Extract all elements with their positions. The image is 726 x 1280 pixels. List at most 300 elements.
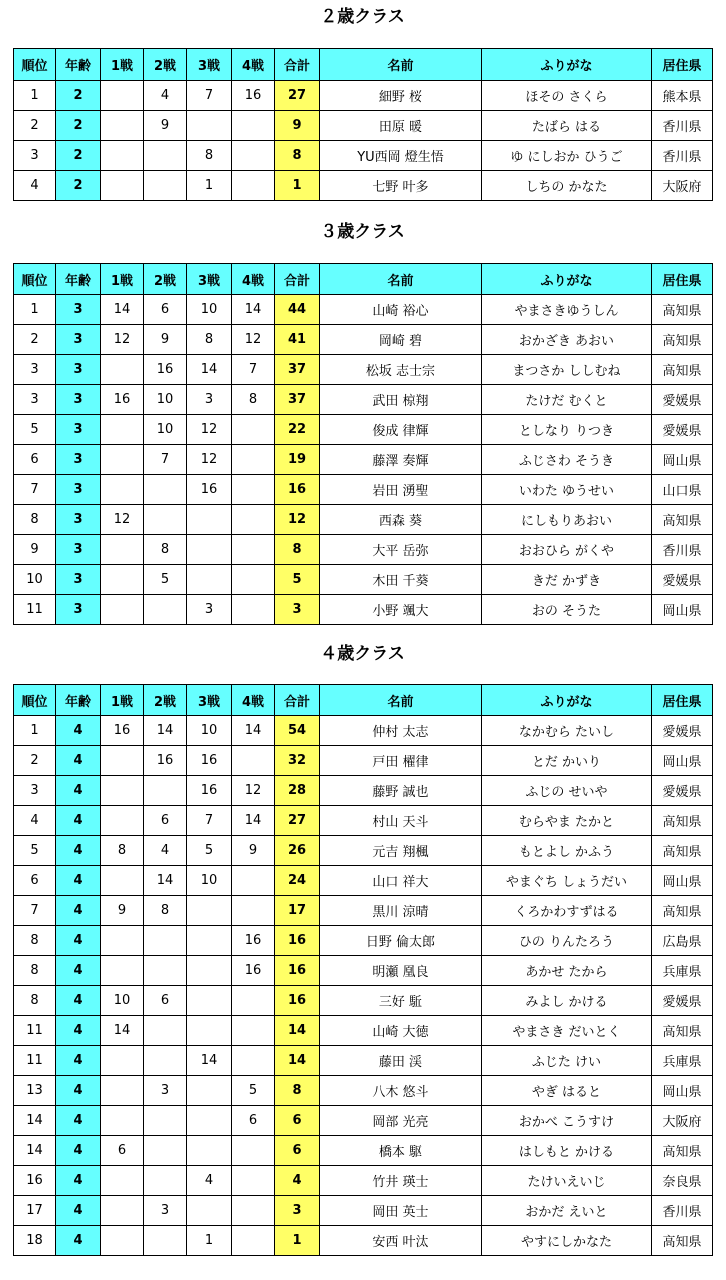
race1-cell	[101, 595, 144, 625]
age-cell: 4	[56, 926, 101, 956]
column-header: 年齢	[56, 49, 101, 81]
race2-cell	[144, 1166, 187, 1196]
furigana-cell: しちの かなた	[482, 171, 652, 201]
race1-cell	[101, 445, 144, 475]
class-title: ３歳クラス	[320, 222, 405, 242]
table-row	[14, 325, 713, 355]
total-cell: 4	[275, 1166, 320, 1196]
race1-cell	[101, 565, 144, 595]
rank-cell: 5	[14, 415, 56, 445]
race1-cell	[101, 776, 144, 806]
table-row	[14, 716, 713, 746]
column-header: 順位	[14, 264, 56, 295]
table-row	[14, 746, 713, 776]
total-cell: 6	[275, 1106, 320, 1136]
column-header: 3戦	[187, 685, 232, 716]
race4-cell: 7	[232, 355, 275, 385]
age-cell: 4	[56, 776, 101, 806]
name-cell: 木田 千葵	[320, 565, 482, 595]
race3-cell: 10	[187, 716, 232, 746]
furigana-cell: やまぐち しょうだい	[482, 866, 652, 896]
rank-cell: 11	[14, 595, 56, 625]
furigana-cell: くろかわすずはる	[482, 896, 652, 926]
name-cell: 明瀬 凰良	[320, 956, 482, 986]
race1-cell	[101, 926, 144, 956]
race1-cell	[101, 535, 144, 565]
race1-cell: 9	[101, 896, 144, 926]
rank-cell: 16	[14, 1166, 56, 1196]
age-cell: 2	[56, 141, 101, 171]
column-header: ふりがな	[482, 264, 652, 295]
age-cell: 4	[56, 1046, 101, 1076]
name-cell: 元吉 翔楓	[320, 836, 482, 866]
table-row	[14, 1046, 713, 1076]
rank-cell: 3	[14, 355, 56, 385]
rank-cell: 2	[14, 111, 56, 141]
race1-cell	[101, 1076, 144, 1106]
name-cell: 西森 葵	[320, 505, 482, 535]
ranking-table	[13, 684, 713, 1256]
age-cell: 3	[56, 415, 101, 445]
total-cell: 17	[275, 896, 320, 926]
rank-cell: 3	[14, 385, 56, 415]
prefecture-cell: 高知県	[652, 505, 713, 535]
name-cell: 安西 叶汰	[320, 1226, 482, 1256]
prefecture-cell: 愛媛県	[652, 986, 713, 1016]
class-title: ４歳クラス	[320, 644, 405, 664]
prefecture-cell: 兵庫県	[652, 1046, 713, 1076]
table-row	[14, 385, 713, 415]
rank-cell: 2	[14, 325, 56, 355]
race1-cell: 6	[101, 1136, 144, 1166]
race3-cell	[187, 926, 232, 956]
race4-cell	[232, 445, 275, 475]
age-cell: 4	[56, 1136, 101, 1166]
prefecture-cell: 高知県	[652, 295, 713, 325]
total-cell: 5	[275, 565, 320, 595]
table-row	[14, 1106, 713, 1136]
race2-cell: 5	[144, 565, 187, 595]
prefecture-cell: 香川県	[652, 1196, 713, 1226]
race2-cell	[144, 171, 187, 201]
column-header: 名前	[320, 685, 482, 716]
name-cell: 戸田 櫂律	[320, 746, 482, 776]
total-cell: 27	[275, 806, 320, 836]
column-header: 居住県	[652, 49, 713, 81]
prefecture-cell: 愛媛県	[652, 565, 713, 595]
race4-cell	[232, 565, 275, 595]
furigana-cell: やまさき だいとく	[482, 1016, 652, 1046]
name-cell: 藤田 渓	[320, 1046, 482, 1076]
race3-cell: 12	[187, 415, 232, 445]
total-cell: 37	[275, 355, 320, 385]
rank-cell: 7	[14, 896, 56, 926]
column-header: 2戦	[144, 49, 187, 81]
race2-cell	[144, 141, 187, 171]
column-header: 順位	[14, 685, 56, 716]
furigana-cell: なかむら たいし	[482, 716, 652, 746]
name-cell: 山崎 大徳	[320, 1016, 482, 1046]
rank-cell: 7	[14, 475, 56, 505]
rank-cell: 4	[14, 171, 56, 201]
table-row	[14, 1226, 713, 1256]
race3-cell: 8	[187, 325, 232, 355]
age-cell: 3	[56, 565, 101, 595]
race2-cell: 10	[144, 415, 187, 445]
race4-cell	[232, 1166, 275, 1196]
table-row	[14, 896, 713, 926]
prefecture-cell: 岡山県	[652, 1076, 713, 1106]
race4-cell: 16	[232, 926, 275, 956]
column-header: 居住県	[652, 685, 713, 716]
race4-cell	[232, 986, 275, 1016]
race4-cell: 5	[232, 1076, 275, 1106]
column-header: 合計	[275, 685, 320, 716]
furigana-cell: たけだ むくと	[482, 385, 652, 415]
race4-cell: 9	[232, 836, 275, 866]
prefecture-cell: 岡山県	[652, 746, 713, 776]
race1-cell	[101, 1046, 144, 1076]
name-cell: 田原 暖	[320, 111, 482, 141]
furigana-cell: にしもりあおい	[482, 505, 652, 535]
column-header: 1戦	[101, 264, 144, 295]
race3-cell	[187, 1076, 232, 1106]
age-cell: 3	[56, 535, 101, 565]
total-cell: 9	[275, 111, 320, 141]
age-cell: 4	[56, 986, 101, 1016]
table-row	[14, 1196, 713, 1226]
race2-cell: 9	[144, 325, 187, 355]
race2-cell: 6	[144, 295, 187, 325]
prefecture-cell: 愛媛県	[652, 716, 713, 746]
race3-cell	[187, 111, 232, 141]
ranking-table	[13, 48, 713, 201]
race4-cell	[232, 1196, 275, 1226]
rank-cell: 1	[14, 81, 56, 111]
column-header: 順位	[14, 49, 56, 81]
total-cell: 28	[275, 776, 320, 806]
rank-cell: 11	[14, 1046, 56, 1076]
race4-cell	[232, 535, 275, 565]
total-cell: 1	[275, 1226, 320, 1256]
total-cell: 16	[275, 956, 320, 986]
rank-cell: 11	[14, 1016, 56, 1046]
total-cell: 22	[275, 415, 320, 445]
race2-cell	[144, 956, 187, 986]
name-cell: 細野 桜	[320, 81, 482, 111]
rank-cell: 3	[14, 141, 56, 171]
column-header: 4戦	[232, 264, 275, 295]
race3-cell	[187, 1196, 232, 1226]
rank-cell: 6	[14, 866, 56, 896]
header-row	[14, 685, 713, 716]
total-cell: 6	[275, 1136, 320, 1166]
column-header: 名前	[320, 49, 482, 81]
age-cell: 4	[56, 866, 101, 896]
race2-cell	[144, 776, 187, 806]
rank-cell: 5	[14, 836, 56, 866]
total-cell: 37	[275, 385, 320, 415]
race1-cell	[101, 866, 144, 896]
rank-cell: 17	[14, 1196, 56, 1226]
prefecture-cell: 山口県	[652, 475, 713, 505]
total-cell: 27	[275, 81, 320, 111]
prefecture-cell: 熊本県	[652, 81, 713, 111]
race3-cell: 8	[187, 141, 232, 171]
table-row	[14, 171, 713, 201]
prefecture-cell: 愛媛県	[652, 385, 713, 415]
age-cell: 4	[56, 716, 101, 746]
total-cell: 8	[275, 1076, 320, 1106]
race1-cell: 14	[101, 295, 144, 325]
age-cell: 4	[56, 1166, 101, 1196]
column-header: 4戦	[232, 685, 275, 716]
race3-cell: 12	[187, 445, 232, 475]
table-row	[14, 776, 713, 806]
total-cell: 16	[275, 986, 320, 1016]
race3-cell: 7	[187, 81, 232, 111]
prefecture-cell: 岡山県	[652, 595, 713, 625]
race2-cell	[144, 1106, 187, 1136]
prefecture-cell: 兵庫県	[652, 956, 713, 986]
rank-cell: 1	[14, 295, 56, 325]
race1-cell	[101, 81, 144, 111]
column-header: 3戦	[187, 49, 232, 81]
total-cell: 24	[275, 866, 320, 896]
name-cell: 仲村 太志	[320, 716, 482, 746]
age-cell: 3	[56, 475, 101, 505]
furigana-cell: むらやま たかと	[482, 806, 652, 836]
race3-cell: 16	[187, 746, 232, 776]
table-row	[14, 926, 713, 956]
name-cell: 日野 倫太郎	[320, 926, 482, 956]
race2-cell: 14	[144, 866, 187, 896]
table-row	[14, 1166, 713, 1196]
race2-cell: 10	[144, 385, 187, 415]
race4-cell	[232, 1046, 275, 1076]
table-row	[14, 1016, 713, 1046]
table-row	[14, 1076, 713, 1106]
prefecture-cell: 岡山県	[652, 445, 713, 475]
name-cell: 山崎 裕心	[320, 295, 482, 325]
name-cell: 岡田 英士	[320, 1196, 482, 1226]
rank-cell: 10	[14, 565, 56, 595]
race4-cell: 16	[232, 956, 275, 986]
table-row	[14, 81, 713, 111]
race3-cell: 4	[187, 1166, 232, 1196]
race3-cell	[187, 535, 232, 565]
furigana-cell: ふじさわ そうき	[482, 445, 652, 475]
table-row	[14, 535, 713, 565]
total-cell: 16	[275, 926, 320, 956]
name-cell: 黒川 涼晴	[320, 896, 482, 926]
name-cell: 三好 駈	[320, 986, 482, 1016]
race3-cell	[187, 896, 232, 926]
prefecture-cell: 高知県	[652, 1016, 713, 1046]
prefecture-cell: 愛媛県	[652, 776, 713, 806]
race2-cell: 14	[144, 716, 187, 746]
race2-cell: 9	[144, 111, 187, 141]
race3-cell: 7	[187, 806, 232, 836]
race3-cell	[187, 956, 232, 986]
column-header: 2戦	[144, 685, 187, 716]
race3-cell: 14	[187, 1046, 232, 1076]
table-row	[14, 355, 713, 385]
furigana-cell: としなり りつき	[482, 415, 652, 445]
race1-cell	[101, 141, 144, 171]
name-cell: 竹井 瑛士	[320, 1166, 482, 1196]
race2-cell: 3	[144, 1076, 187, 1106]
age-cell: 4	[56, 1106, 101, 1136]
header-row	[14, 264, 713, 295]
race1-cell	[101, 475, 144, 505]
rank-cell: 9	[14, 535, 56, 565]
race2-cell	[144, 505, 187, 535]
prefecture-cell: 高知県	[652, 355, 713, 385]
furigana-cell: たけいえいじ	[482, 1166, 652, 1196]
race4-cell	[232, 1226, 275, 1256]
race2-cell: 6	[144, 986, 187, 1016]
name-cell: 小野 颯大	[320, 595, 482, 625]
race1-cell	[101, 415, 144, 445]
table-row	[14, 986, 713, 1016]
total-cell: 8	[275, 141, 320, 171]
rank-cell: 4	[14, 806, 56, 836]
rank-cell: 14	[14, 1106, 56, 1136]
race4-cell: 14	[232, 295, 275, 325]
name-cell: 俊成 律輝	[320, 415, 482, 445]
column-header: ふりがな	[482, 685, 652, 716]
race1-cell	[101, 1226, 144, 1256]
total-cell: 3	[275, 595, 320, 625]
prefecture-cell: 愛媛県	[652, 415, 713, 445]
name-cell: 岩田 湧聖	[320, 475, 482, 505]
name-cell: 藤澤 奏輝	[320, 445, 482, 475]
race4-cell	[232, 475, 275, 505]
age-cell: 4	[56, 806, 101, 836]
race4-cell: 12	[232, 776, 275, 806]
race2-cell	[144, 1016, 187, 1046]
furigana-cell: ひの りんたろう	[482, 926, 652, 956]
furigana-cell: やすにしかなた	[482, 1226, 652, 1256]
total-cell: 19	[275, 445, 320, 475]
age-cell: 3	[56, 325, 101, 355]
race2-cell	[144, 1046, 187, 1076]
rank-cell: 1	[14, 716, 56, 746]
prefecture-cell: 香川県	[652, 535, 713, 565]
furigana-cell: ふじた けい	[482, 1046, 652, 1076]
race1-cell	[101, 746, 144, 776]
table-row	[14, 565, 713, 595]
column-header: 2戦	[144, 264, 187, 295]
total-cell: 26	[275, 836, 320, 866]
furigana-cell: いわた ゆうせい	[482, 475, 652, 505]
prefecture-cell: 香川県	[652, 111, 713, 141]
table-row	[14, 595, 713, 625]
race4-cell: 12	[232, 325, 275, 355]
total-cell: 32	[275, 746, 320, 776]
table-row	[14, 475, 713, 505]
name-cell: 岡崎 碧	[320, 325, 482, 355]
furigana-cell: まつさか ししむね	[482, 355, 652, 385]
age-cell: 4	[56, 1196, 101, 1226]
furigana-cell: みよし かける	[482, 986, 652, 1016]
race4-cell	[232, 111, 275, 141]
prefecture-cell: 高知県	[652, 1226, 713, 1256]
race3-cell	[187, 1016, 232, 1046]
table-row	[14, 836, 713, 866]
race4-cell	[232, 171, 275, 201]
race1-cell	[101, 806, 144, 836]
total-cell: 44	[275, 295, 320, 325]
race1-cell: 8	[101, 836, 144, 866]
name-cell: 岡部 光亮	[320, 1106, 482, 1136]
name-cell: 橋本 駆	[320, 1136, 482, 1166]
name-cell: YU西岡 燈生悟	[320, 141, 482, 171]
age-cell: 3	[56, 505, 101, 535]
column-header: 合計	[275, 264, 320, 295]
race4-cell: 14	[232, 716, 275, 746]
age-cell: 2	[56, 81, 101, 111]
race2-cell: 4	[144, 81, 187, 111]
name-cell: 大平 岳弥	[320, 535, 482, 565]
column-header: 1戦	[101, 49, 144, 81]
race3-cell	[187, 565, 232, 595]
prefecture-cell: 広島県	[652, 926, 713, 956]
name-cell: 八木 悠斗	[320, 1076, 482, 1106]
age-cell: 3	[56, 595, 101, 625]
age-cell: 3	[56, 295, 101, 325]
furigana-cell: おかべ こうすけ	[482, 1106, 652, 1136]
race3-cell: 10	[187, 866, 232, 896]
prefecture-cell: 岡山県	[652, 866, 713, 896]
race1-cell: 12	[101, 325, 144, 355]
race3-cell: 16	[187, 776, 232, 806]
table-row	[14, 111, 713, 141]
class-title: ２歳クラス	[320, 7, 405, 27]
ranking-table	[13, 263, 713, 625]
race3-cell: 3	[187, 385, 232, 415]
total-cell: 54	[275, 716, 320, 746]
name-cell: 山口 祥大	[320, 866, 482, 896]
race3-cell: 14	[187, 355, 232, 385]
age-cell: 4	[56, 956, 101, 986]
column-header: 4戦	[232, 49, 275, 81]
total-cell: 41	[275, 325, 320, 355]
race3-cell: 10	[187, 295, 232, 325]
prefecture-cell: 奈良県	[652, 1166, 713, 1196]
race3-cell: 5	[187, 836, 232, 866]
rank-cell: 8	[14, 986, 56, 1016]
race1-cell: 10	[101, 986, 144, 1016]
column-header: 年齢	[56, 685, 101, 716]
race2-cell	[144, 595, 187, 625]
furigana-cell: ふじの せいや	[482, 776, 652, 806]
rank-cell: 2	[14, 746, 56, 776]
race2-cell	[144, 926, 187, 956]
table-row	[14, 445, 713, 475]
race4-cell	[232, 141, 275, 171]
race2-cell: 8	[144, 896, 187, 926]
race3-cell: 1	[187, 1226, 232, 1256]
race1-cell	[101, 1196, 144, 1226]
race3-cell	[187, 986, 232, 1016]
age-cell: 3	[56, 355, 101, 385]
furigana-cell: やぎ はると	[482, 1076, 652, 1106]
name-cell: 七野 叶多	[320, 171, 482, 201]
furigana-cell: きだ かずき	[482, 565, 652, 595]
furigana-cell: ほその さくら	[482, 81, 652, 111]
